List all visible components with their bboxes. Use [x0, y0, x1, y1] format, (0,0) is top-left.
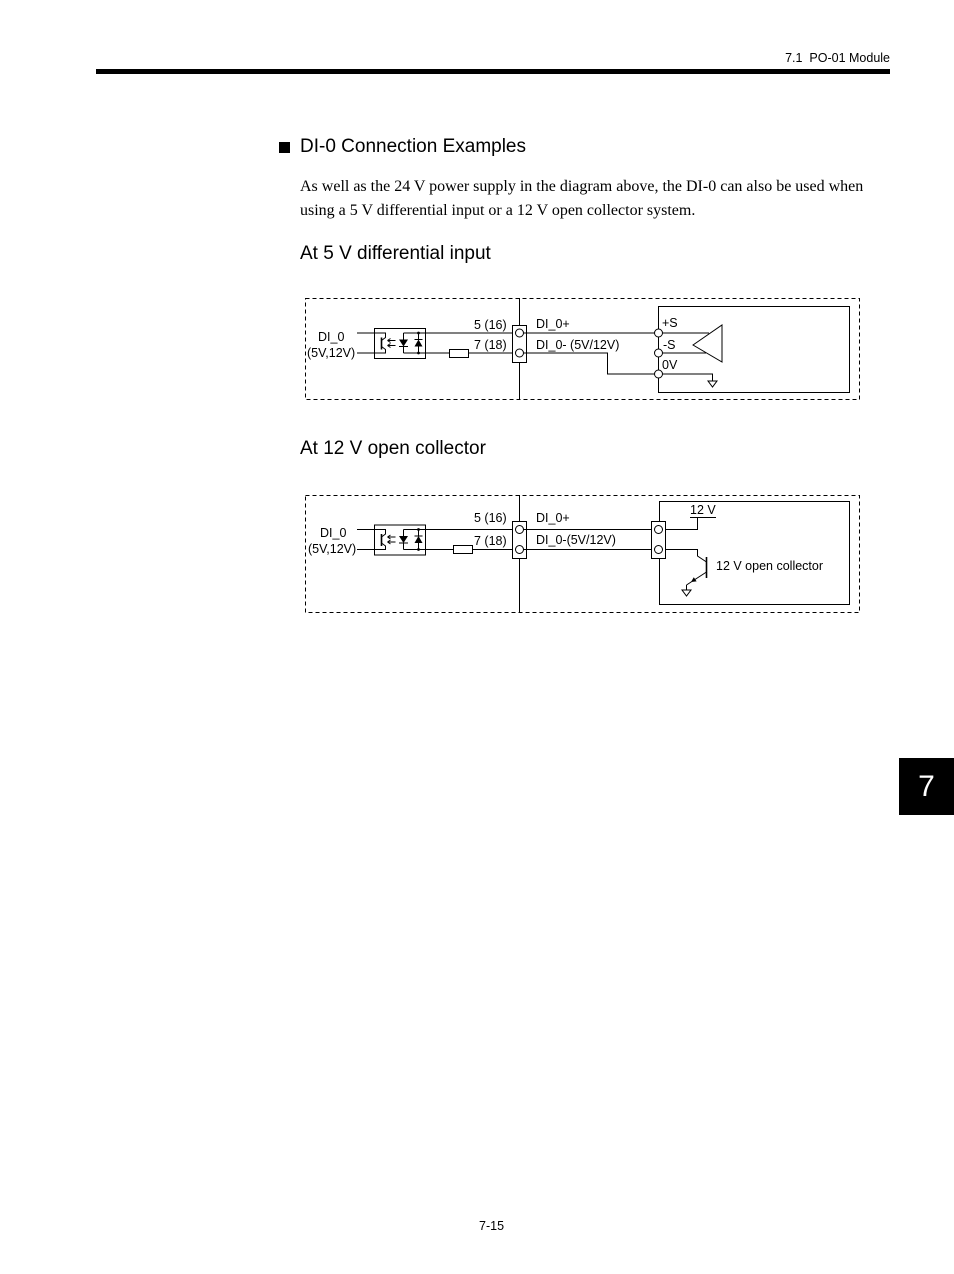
junction-dot: [417, 548, 420, 551]
body-paragraph: As well as the 24 V power supply in the diagram above, the DI-0 can also be used when using a 5 V differential input or a 12 V open collector system.: [300, 178, 864, 219]
optocoupler: [375, 329, 426, 359]
terminal-pin-plus: [516, 526, 524, 534]
subheading-12v-open-collector: At 12 V open collector: [300, 438, 486, 459]
emitter-arrow-icon: [691, 577, 697, 582]
ground-icon: [708, 381, 717, 387]
input-range: (5V,12V): [308, 542, 357, 556]
diagram-12v-open-collector: [300, 489, 865, 619]
ground-icon: [682, 590, 691, 596]
zero-v-label: 0V: [662, 358, 678, 372]
terminal-12v: [655, 526, 663, 534]
diagram-5v-differential: [300, 292, 865, 406]
pin-plus-label: 5 (16): [474, 318, 507, 332]
wire-di0-minus: [524, 353, 655, 374]
device-label: 12 V open collector: [716, 559, 824, 573]
terminal-pin-minus: [516, 349, 524, 357]
device-terminal: [652, 522, 666, 559]
subheading-5v-differential: At 5 V differential input: [300, 243, 491, 264]
resistor: [450, 350, 469, 358]
line-driver-icon: [693, 325, 722, 362]
signal-minus-label: DI_0- (5V/12V): [536, 338, 620, 352]
transistor-collector: [663, 550, 707, 563]
input-range: (5V,12V): [307, 346, 356, 360]
resistor: [454, 546, 473, 554]
terminal-pin-plus: [516, 329, 524, 337]
transistor-icon: [663, 550, 707, 597]
wire-12v-supply: [663, 518, 698, 530]
pin-minus-label: 7 (18): [474, 338, 507, 352]
connector-terminal: [513, 522, 527, 559]
optocoupler: [375, 525, 426, 555]
pin-plus-label: 5 (16): [474, 511, 507, 525]
page-number: 7-15: [479, 1219, 505, 1233]
line-driver-device: [659, 307, 850, 393]
connector-terminal: [513, 326, 527, 363]
plus-s-label: +S: [662, 316, 678, 330]
terminal-pin-minus: [516, 546, 524, 554]
supply-label: 12 V: [690, 503, 716, 517]
input-label: DI_0: [318, 330, 345, 344]
junction-dot: [417, 528, 420, 531]
junction-dot: [417, 332, 420, 335]
terminal-collector: [655, 546, 663, 554]
chapter-tab: 7: [899, 758, 954, 815]
section-title: DI-0 Connection Examples: [300, 136, 526, 157]
signal-plus-label: DI_0+: [536, 317, 570, 331]
terminal-minus-s: [655, 349, 663, 357]
signal-plus-label: DI_0+: [536, 511, 570, 525]
input-label: DI_0: [320, 526, 347, 540]
running-header: 7.1 PO-01 Module: [785, 51, 890, 65]
junction-dot: [417, 352, 420, 355]
minus-s-label: -S: [663, 338, 676, 352]
terminal-plus-s: [655, 329, 663, 337]
pin-minus-label: 7 (18): [474, 534, 507, 548]
transistor-emitter: [687, 572, 707, 585]
signal-minus-label: DI_0-(5V/12V): [536, 533, 616, 547]
header-rule: [96, 69, 890, 74]
wire-0v: [663, 374, 713, 381]
square-bullet-icon: [279, 142, 290, 153]
open-collector-device: [660, 502, 850, 605]
